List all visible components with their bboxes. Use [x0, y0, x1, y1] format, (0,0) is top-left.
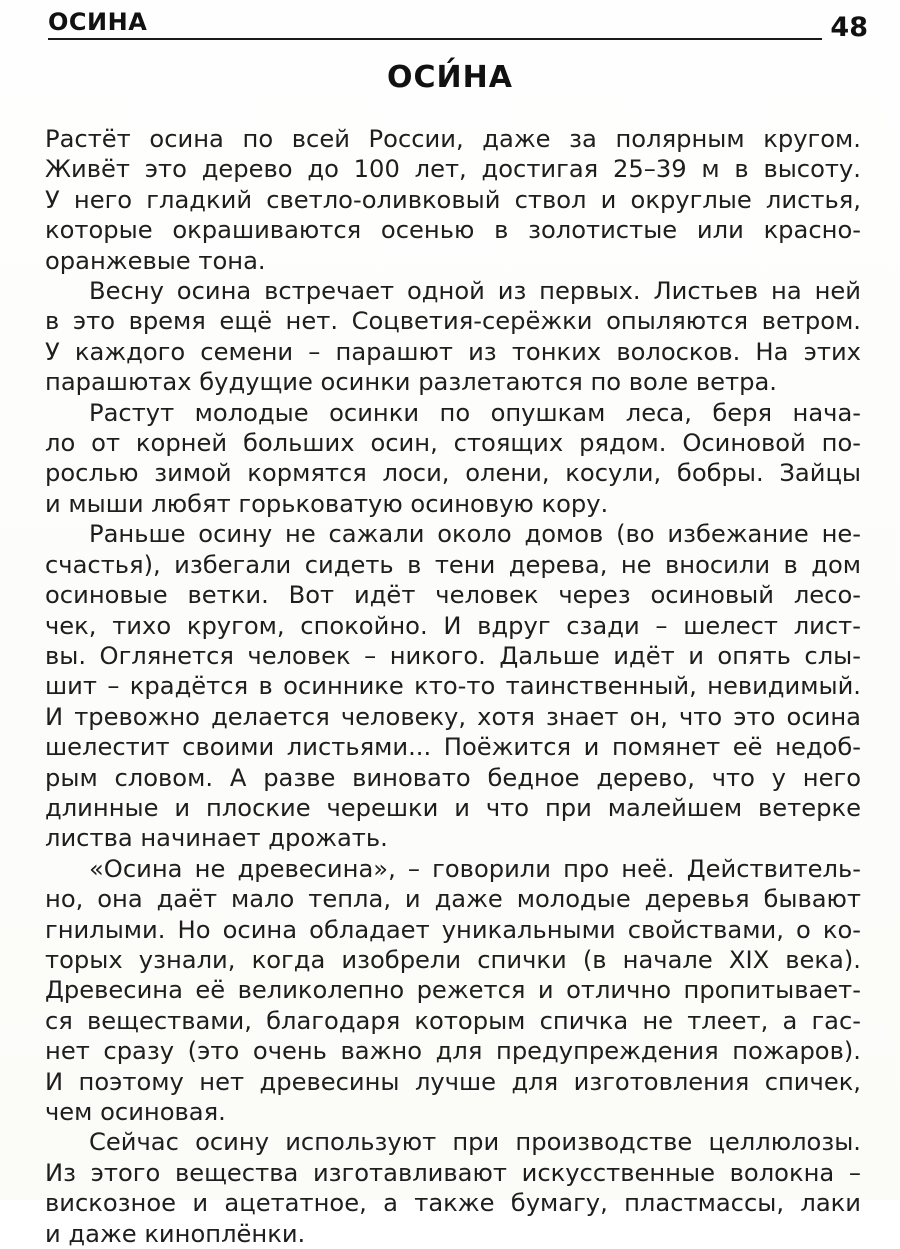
text-line: У каждого семени – парашют из тонких волосков. На этих: [45, 337, 861, 366]
text-line: Сейчас осину используют при производстве целлюлозы.: [89, 1128, 861, 1157]
text-line: ся веществами, благодаря которым спичка не тлеет, а гас-: [45, 1006, 861, 1035]
text-line: шит – крадётся в осиннике кто-то таинственный, невидимый.: [45, 672, 861, 701]
text-line: оранжевые тона.: [45, 246, 266, 275]
text-line: чем осиновая.: [45, 1098, 226, 1126]
page-number: 48: [830, 12, 868, 43]
paragraph-2: [45, 276, 861, 398]
text-line: парашютах будущие осинки разлетаются по воле ветра.: [45, 368, 777, 397]
text-line: чек, тихо кругом, спокойно. И вдруг сзади – шелест лист-: [45, 611, 861, 640]
text-line: но, она даёт мало тепла, и даже молодые деревья бывают: [45, 885, 861, 914]
text-line: Раньше осину не сажали около домов (во избежание не-: [89, 520, 861, 549]
text-line: И тревожно делается человеку, хотя знает он, что это осина: [45, 702, 861, 731]
running-header: [48, 6, 870, 43]
text-line: Древесина её великолепно режется и отлично пропитывает-: [45, 976, 861, 1005]
text-line: вискозное и ацетатное, а также бумагу, пластмассы, лаки: [45, 1189, 861, 1218]
text-line: нет сразу (это очень важно для предупреждения пожаров).: [45, 1037, 861, 1066]
text-line: Растёт осина по всей России, даже за полярным кругом.: [45, 125, 861, 153]
text-line: шелестит своими листьями... Поёжится и помянет её недоб-: [45, 733, 861, 762]
text-line: рослью зимой кормятся лоси, олени, косули, бобры. Зайцы: [45, 459, 861, 488]
text-line: рым словом. А разве виновато бедное дерево, что у него: [45, 763, 861, 792]
text-line: вы. Оглянется человек – никого. Дальше идёт и опять слы-: [45, 641, 861, 670]
text-line: Весну осина встречает одной из первых. Листьев на ней: [89, 277, 861, 306]
text-line: осиновые ветки. Вот идёт человек через осиновый лесо-: [45, 581, 861, 610]
paragraph-3: [45, 398, 861, 520]
text-line: торых узнали, когда изобрели спички (в начале XIX века).: [45, 945, 861, 974]
text-line: Из этого вещества изготавливают искусственные волокна –: [45, 1158, 861, 1187]
paragraph-4: [45, 519, 861, 853]
header-rule: [48, 38, 822, 40]
text-line: гнилыми. Но осина обладает уникальными свойствами, о ко-: [45, 915, 861, 944]
text-line: и даже киноплёнки.: [45, 1219, 306, 1248]
paragraph-6: [45, 1127, 861, 1249]
text-line: в это время ещё нет. Соцветия-серёжки опыляются ветром.: [45, 307, 861, 336]
paragraph-5: [45, 854, 861, 1128]
article-body: [45, 124, 861, 1249]
text-line: длинные и плоские черешки и что при малейшем ветерке: [45, 793, 861, 822]
text-line: листва начинает дрожать.: [45, 824, 388, 853]
text-line: У него гладкий светло-оливковый ствол и округлые листья,: [45, 185, 861, 214]
text-line: Растут молодые осинки по опушкам леса, беря нача-: [89, 398, 861, 427]
text-line: ло от корней больших осин, стоящих рядом. Осиновой по-: [45, 429, 861, 458]
text-line: и мыши любят горьковатую осиновую кору.: [45, 489, 609, 518]
text-line: «Осина не древесина», – говорили про неё. Действитель-: [89, 854, 861, 883]
text-line: Живёт это дерево до 100 лет, достигая 25–39 м в высоту.: [45, 155, 861, 184]
running-title: ОСИНА: [48, 8, 148, 36]
text-line: счастья), избегали сидеть в тени дерева, не вносили в дом: [45, 550, 861, 579]
text-line: которые окрашиваются осенью в золотистые или красно-: [45, 216, 861, 245]
paragraph-1: [45, 124, 861, 276]
article-title: ОСИ́НА: [387, 60, 513, 95]
text-line: И поэтому нет древесины лучше для изготовления спичек,: [45, 1067, 861, 1096]
